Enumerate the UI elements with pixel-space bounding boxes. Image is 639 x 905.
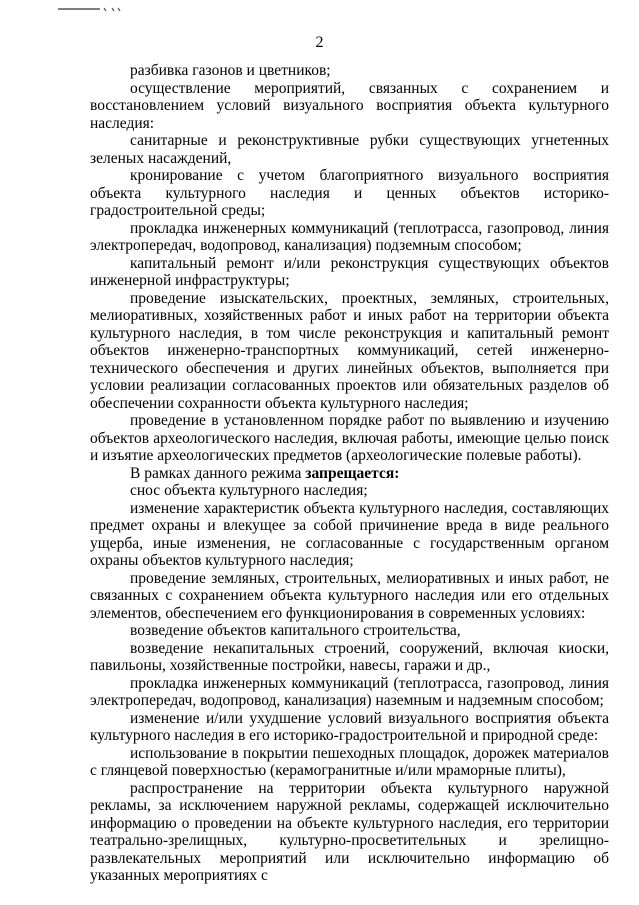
paragraph: проведение изыскательских, проектных, земляных, строительных, мелиоративных, хозяйственных работ и иных работ на территории объекта культурного наследия, в том числе реконструкция и капитальный ремонт объектов инженерно-транспортных коммуникаций, сетей инженерно-технического обеспечения и других линейных объектов, выполняется при условии реализации согласованных проектов или обязательных разделов об обеспечении сохранности объекта культурного наследия;	[90, 289, 609, 412]
prohibited-item: возведение объектов капитального строительства,	[130, 622, 461, 639]
paragraph: проведение в установленном порядке работ по выявлению и изучению объектов археологического наследия, включая работы, имеющие целью поиск и изъятие археологических предметов (археологические полевые работы).	[90, 412, 609, 464]
prohibition-heading-text: В рамках данного режима	[130, 464, 306, 482]
prohibited-item: возведение некапитальных строений, сооружений, включая киоски, павильоны, хозяйственные постройки, навесы, гаражи и др.,	[90, 639, 609, 674]
paragraph: санитарные и реконструктивные рубки существующих угнетенных зеленых насаждений,	[90, 132, 609, 167]
prohibited-item: распространение на территории объекта культурного наружной рекламы, за исключением наружной рекламы, содержащей исключительно информацию о проведении на объекте культурного наследия, его территории театрально-зрелищных, культурно-просветительных и зрелищно-развлекательных мероприятий или исключительно информацию об указанных мероприятиях с	[90, 779, 609, 884]
prohibited-item: снос объекта культурного наследия;	[130, 482, 368, 499]
prohibition-heading-bold: запрещается:	[305, 464, 400, 482]
prohibition-heading	[90, 465, 609, 483]
paragraph: прокладка инженерных коммуникаций (теплотрасса, газопровод, линия электропередач, водопровод, канализация) подземным способом;	[90, 219, 609, 254]
paragraph: кронирование с учетом благоприятного визуального восприятия объекта культурного наследия и ценных объектов историко-градостроительной среды;	[90, 167, 609, 219]
paragraph: капитальный ремонт и/или реконструкция существующих объектов инженерной инфраструктуры;	[90, 254, 609, 289]
paragraph: разбивка газонов и цветников;	[130, 62, 331, 79]
page-number: 2	[315, 34, 324, 51]
scan-edge-mark	[58, 0, 124, 6]
prohibited-item: изменение характеристик объекта культурного наследия, составляющих предмет охраны и влекущее за собой причинение вреда в виде реального ущерба, иные изменения, не согласованные с государственным органом охраны объектов культурного наследия;	[90, 499, 609, 569]
prohibited-item: изменение и/или ухудшение условий визуального восприятия объекта культурного наследия в его историко-градостроительной и природной среде:	[90, 709, 609, 744]
prohibited-item: использование в покрытии пешеходных площадок, дорожек материалов с глянцевой поверхностью (керамогранитные и/или мраморные плиты),	[90, 744, 609, 779]
prohibited-item: прокладка инженерных коммуникаций (теплотрасса, газопровод, линия электропередач, водопровод, канализация) наземным и надземным способом;	[90, 674, 609, 709]
document-body	[90, 62, 609, 885]
paragraph: осуществление мероприятий, связанных с сохранением и восстановлением условий визуального восприятия объекта культурного наследия:	[90, 79, 609, 132]
prohibited-item: проведение земляных, строительных, мелиоративных и иных работ, не связанных с сохранением объекта культурного наследия или его отдельных элементов, обеспечением его функционирования в современных условиях:	[90, 569, 609, 622]
